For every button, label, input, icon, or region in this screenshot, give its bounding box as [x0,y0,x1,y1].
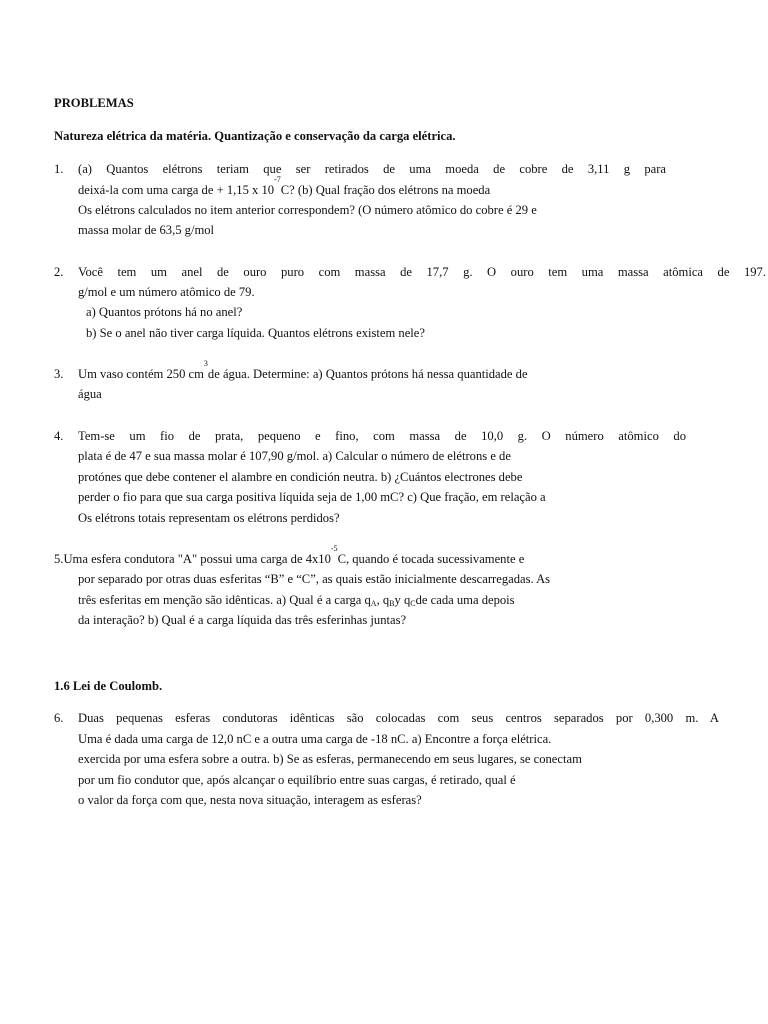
problem-2-number: 2. [54,265,64,279]
problem-6-line-2: Uma é dada uma carga de 12,0 nC e a outra uma carga de -18 nC. a) Encontre a força elétrica. [78,732,552,746]
section-title-coulomb: 1.6 Lei de Coulomb. [54,679,163,693]
problem-6-line-4: por um fio condutor que, após alcançar o equilíbrio entre suas cargas, é retirado, qual é [78,773,516,787]
problem-2-line-3: a) Quantos prótons há no anel? [86,305,243,319]
problem-1-number: 1. [54,162,64,176]
problem-5-line-2: por separado por otras duas esferitas “B” e “C”, as quais estão inicialmente descarregadas. As [78,572,551,586]
problem-6-line-5: o valor da força com que, nesta nova situação, interagem as esferas? [78,793,422,807]
problem-5-line-1: 5.Uma esfera condutora "A" possui uma carga de $4x10^{-5}C$, quando é tocada sucessivamente e [54,544,525,566]
problem-6-line-3: exercida por uma esfera sobre a outra. b) Se as esferas, permanecendo em seus lugares, se conectam [78,752,582,766]
problem-2-line-2: g/mol e um número atômico de 79. [78,285,255,299]
problem-5-line-3: três esferitas em menção são idênticas. a) Qual é a carga $q_A$, $q_By$ $q_Cde$ cada uma depois [78,593,515,608]
problem-2-line-4: b) Se o anel não tiver carga líquida. Quantos elétrons existem nele? [86,326,425,340]
problem-4-line-4: perder o fio para que sua carga positiva líquida seja de 1,00 mC? c) Que fração, em relação a [78,490,546,504]
problem-4-line-1: Tem-se um fio de prata, pequeno e fino, com massa de 10,0 g. O número atômico do [78,429,686,443]
page-heading: PROBLEMAS [54,96,134,110]
problem-4-number: 4. [54,429,64,443]
problem-1-line-3: Os elétrons calculados no item anterior correspondem? (O número atômico do cobre é 29 e [78,203,537,217]
problem-3-number: 3. [54,367,64,381]
problem-2-line-1: Você tem um anel de ouro puro com massa de 17,7 g. O ouro tem uma massa atômica de 197. [78,265,766,279]
problem-1-line-2: deixá-la com uma carga de + 1,15 x $10^{-7}C$? (b) Qual fração dos elétrons na moeda [78,175,491,197]
problem-4-line-5: Os elétrons totais representam os elétrons perdidos? [78,511,340,525]
section-title-charge: Natureza elétrica da matéria. Quantização e conservação da carga elétrica. [54,129,456,143]
problem-3-line-1: Um vaso contém 250 $cm^3de$ água. Determine: a) Quantos prótons há nessa quantidade de [78,359,528,381]
problem-1-line-4: massa molar de 63,5 g/mol [78,223,215,237]
problem-4-line-2: plata é de 47 e sua massa molar é 107,90 g/mol. a) Calcular o número de elétrons e de [78,449,511,463]
problem-3-line-2: água [78,387,102,401]
problem-1-line-1: (a) Quantos elétrons teriam que ser retirados de uma moeda de cobre de 3,11 g para [78,162,666,176]
problem-6-line-1: Duas pequenas esferas condutoras idênticas são colocadas com seus centros separados por 0,300 m. A [78,711,719,725]
problem-4-line-3: protónes que debe contener el alambre en condición neutra. b) ¿Cuántos electrones debe [78,470,523,484]
problem-5-line-4: da interação? b) Qual é a carga líquida das três esferinhas juntas? [78,613,407,627]
problem-6-number: 6. [54,711,64,725]
